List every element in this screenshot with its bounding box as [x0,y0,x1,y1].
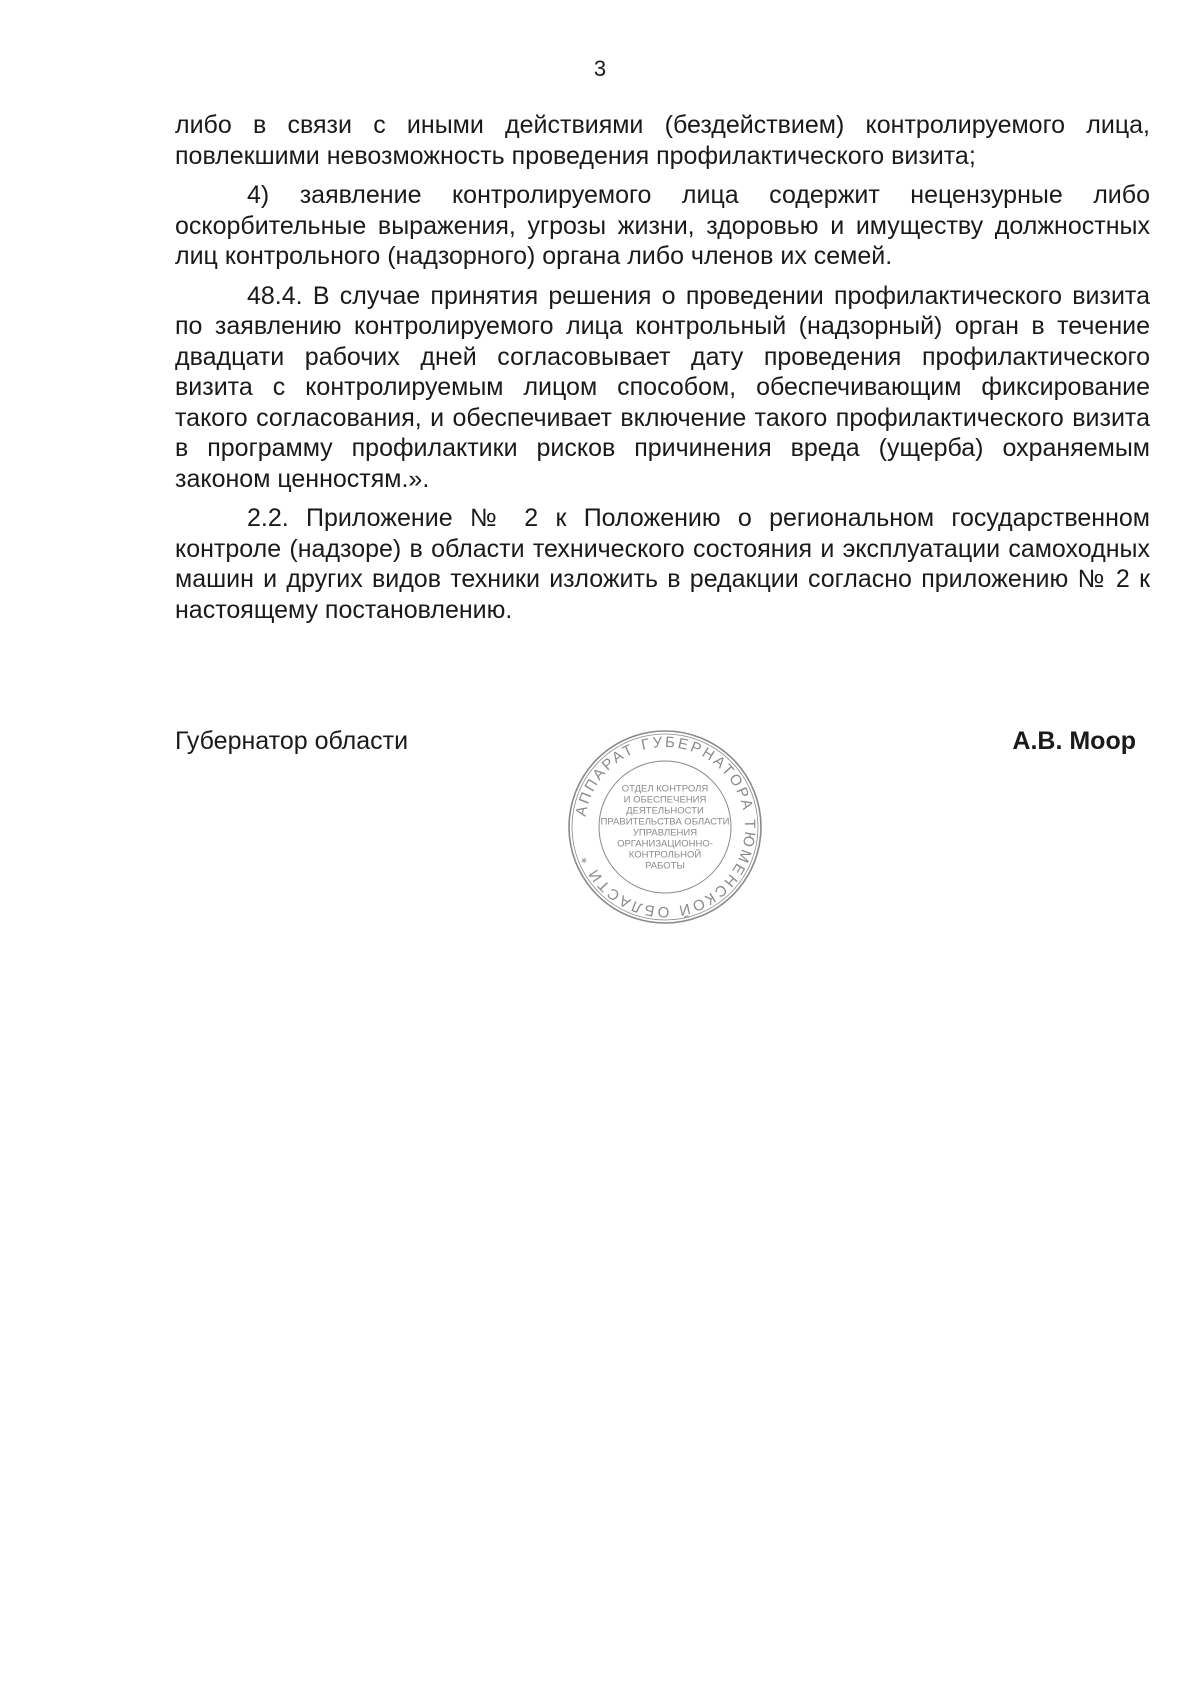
paragraph-2-2: 2.2. Приложение № 2 к Положению о региональном государственном контроле (надзоре) в области технического состояния и эксплуатации самоходных машин и других видов техники изложить в редакции согласно приложению № 2 к настоящему постановлению. [175,504,1150,624]
paragraph-48-4: 48.4. В случае принятия решения о проведении профилактического визита по заявлению контролируемого лица контрольный (надзорный) орган в течение двадцати рабочих дней согласовывает дату проведения профилактического визита с контролируемым лицом способом, обеспечивающим фиксирование такого согласования, и обеспечивает включение такого профилактического визита в программу профилактики рисков причинения вреда (ущерба) охраняемым законом ценностям.». [175,281,1150,493]
page-number: 3 [593,56,607,81]
seal-center-line: И ОБЕСПЕЧЕНИЯ [623,794,707,806]
seal-center-line: ОТДЕЛ КОНТРОЛЯ [621,783,709,795]
document-body [175,110,1150,634]
seal-center-line: КОНТРОЛЬНОЙ [628,849,702,861]
paragraph-item-4: 4) заявление контролируемого лица содержит нецензурные либо оскорбительные выражения, угрозы жизни, здоровью и имуществу должностных лиц контрольного (надзорного) органа либо членов их семей. [175,181,1150,270]
svg-text:АППАРАТ ГУБЕРНАТОРА ТЮМЕНСКОЙ: АППАРАТ ГУБЕРНАТОРА ТЮМЕНСКОЙ ОБЛАСТИ * [572,733,759,921]
seal-center-line: ОРГАНИЗАЦИОННО- [617,838,713,850]
seal-center-line: ДЕЯТЕЛЬНОСТИ [626,805,704,817]
seal-center-line: ПРАВИТЕЛЬСТВА ОБЛАСТИ [600,816,730,828]
seal-center-line: УПРАВЛЕНИЯ [632,827,698,839]
paragraph-continuation: либо в связи с иными действиями (бездействием) контролируемого лица, повлекшими невозможность проведения профилактического визита; [175,111,1150,170]
signatory-title: Губернатор области [175,727,409,755]
signatory-name: А.В. Моор [1012,727,1136,755]
official-seal [565,727,765,927]
seal-center-line: РАБОТЫ [645,860,685,872]
